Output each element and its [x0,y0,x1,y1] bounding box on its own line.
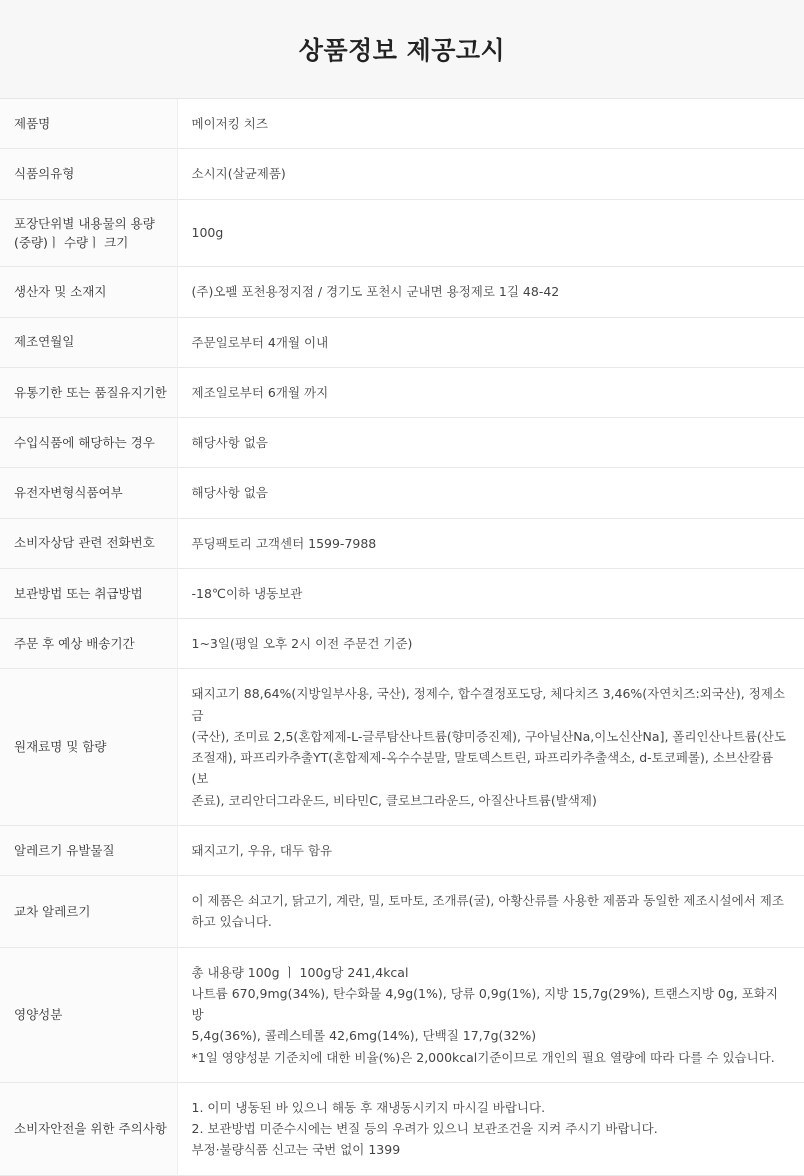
row-label [0,468,177,518]
row-value [177,876,804,948]
table-row [0,418,804,468]
page-title: 상품정보 제공고시 [298,36,506,65]
row-value [177,367,804,417]
row-label-line: 영양성분 [14,1006,63,1022]
row-label [0,568,177,618]
row-label [0,619,177,669]
table-row [0,825,804,875]
row-value-line: (국산), 조미료 2,5(혼합제제-L-글루탐산나트륨(향미증진제), 구아닐산Na,이노신산Na], 폴리인산나트륨(산도 [191,728,786,744]
table-row [0,367,804,417]
row-value-line: 총 내용량 100g ㅣ 100g당 241,4kcal [191,964,409,980]
row-label [0,1082,177,1175]
product-info-table [0,99,804,1176]
row-value [177,199,804,267]
row-label [0,418,177,468]
row-label [0,876,177,948]
row-label-line: (중량)ㅣ 수량ㅣ 크기 [14,234,129,250]
row-value-line: 하고 있습니다. [191,914,272,930]
row-value-line: 주문일로부터 4개월 이내 [191,334,329,350]
page-header [0,0,804,99]
row-value-line: -18℃이하 냉동보관 [191,585,303,601]
row-label [0,518,177,568]
row-value [177,317,804,367]
row-value-line: 돼지고기 88,64%(지방일부사용, 국산), 정제수, 합수결정포도당, 체다치즈 3,46%(자연치즈:외국산), 정제소금 [191,686,785,723]
row-value [177,149,804,199]
row-value-line: 조절재), 파프리카추출YT(혼합제제-옥수수분말, 말토덱스트린, 파프리카추출색소, d-토코페롤), 소브산칼륨(보 [191,750,774,787]
table-row [0,619,804,669]
table-row [0,518,804,568]
row-label [0,317,177,367]
row-value [177,568,804,618]
row-value [177,468,804,518]
row-value [177,669,804,826]
row-value-line: 메이저킹 치즈 [191,116,268,131]
row-label [0,947,177,1082]
table-row [0,468,804,518]
row-label [0,367,177,417]
row-label-line: 원재료명 및 함량 [14,739,107,755]
table-row [0,149,804,199]
table-row [0,1082,804,1175]
table-row [0,199,804,267]
row-value-line: 5,4g(36%), 콜레스테롤 42,6mg(14%), 단백질 17,7g(32%) [191,1028,537,1044]
row-label-line: 알레르기 유발물질 [14,842,115,858]
row-value [177,1082,804,1175]
row-value-line: 이 제품은 쇠고기, 닭고기, 계란, 밀, 토마토, 조개류(굴), 아황산류를 사용한 제품과 동일한 제조시설에서 제조 [191,893,784,908]
row-label-line: 보관방법 또는 취급방법 [14,585,143,601]
row-label [0,99,177,149]
row-value-line: 푸딩팩토리 고객센터 1599-7988 [191,535,377,551]
row-value [177,99,804,149]
row-value [177,518,804,568]
row-label-line: 소비자안전을 위한 주의사항 [14,1120,167,1136]
row-label-line: 제조연월일 [14,334,75,350]
table-row [0,317,804,367]
row-value-line: (주)오펠 포천용정지점 / 경기도 포천시 군내면 용정제로 1길 48-42 [191,284,560,300]
row-label-line: 제품명 [14,115,51,131]
row-label [0,199,177,267]
row-value-line: 100g [191,225,224,241]
row-value-line: 존료), 코리안더그라운드, 비타민C, 클로브그라운드, 아질산나트륨(발색제) [191,792,597,808]
row-value-line: 제조일로부터 6개월 까지 [191,384,329,400]
row-label [0,669,177,826]
row-value-line: 해당사항 없음 [191,435,268,450]
row-label-line: 주문 후 예상 배송기간 [14,635,135,651]
row-label [0,149,177,199]
table-body [0,99,804,1175]
row-value-line: 나트륨 670,9mg(34%), 탄수화물 4,9g(1%), 당류 0,9g(1%), 지방 15,7g(29%), 트랜스지방 0g, 포화지방 [191,985,778,1022]
row-label [0,825,177,875]
row-label-line: 유통기한 또는 품질유지기한 [14,384,167,400]
row-value-line: 1~3일(평일 오후 2시 이전 주문건 기준) [191,636,413,651]
table-row [0,267,804,317]
row-value [177,947,804,1082]
row-value-line: 부정·불량식품 신고는 국번 없이 1399 [191,1142,401,1158]
row-value-line: 해당사항 없음 [191,485,268,501]
row-label-line: 식품의유형 [14,166,75,182]
row-label-line: 포장단위별 내용물의 용량 [14,215,155,231]
row-label [0,267,177,317]
table-row [0,99,804,149]
row-value-line: *1일 영양성분 기준치에 대한 비율(%)은 2,000kcal기준이므로 개인의 필요 열량에 따라 다를 수 있습니다. [191,1049,775,1065]
row-label-line: 생산자 및 소재지 [14,284,107,300]
row-value [177,619,804,669]
row-label-line: 교차 알레르기 [14,903,91,919]
row-value-line: 1. 이미 냉동된 바 있으니 해동 후 재냉동시키지 마시길 바랍니다. [191,1099,546,1115]
row-label-line: 유전자변형식품여부 [14,485,123,501]
table-row [0,876,804,948]
row-value [177,267,804,317]
row-value-line: 2. 보관방법 미준수시에는 변질 등의 우려가 있으니 보관조건을 지켜 주시기 바랍니다. [191,1121,658,1136]
row-value-line: 돼지고기, 우유, 대두 함유 [191,842,333,858]
row-value [177,418,804,468]
row-label-line: 수입식품에 해당하는 경우 [14,434,155,450]
table-row [0,568,804,618]
row-label-line: 소비자상담 관련 전화번호 [14,535,155,551]
row-value-line: 소시지(살균제품) [191,166,286,182]
table-row [0,669,804,826]
table-row [0,947,804,1082]
row-value [177,825,804,875]
